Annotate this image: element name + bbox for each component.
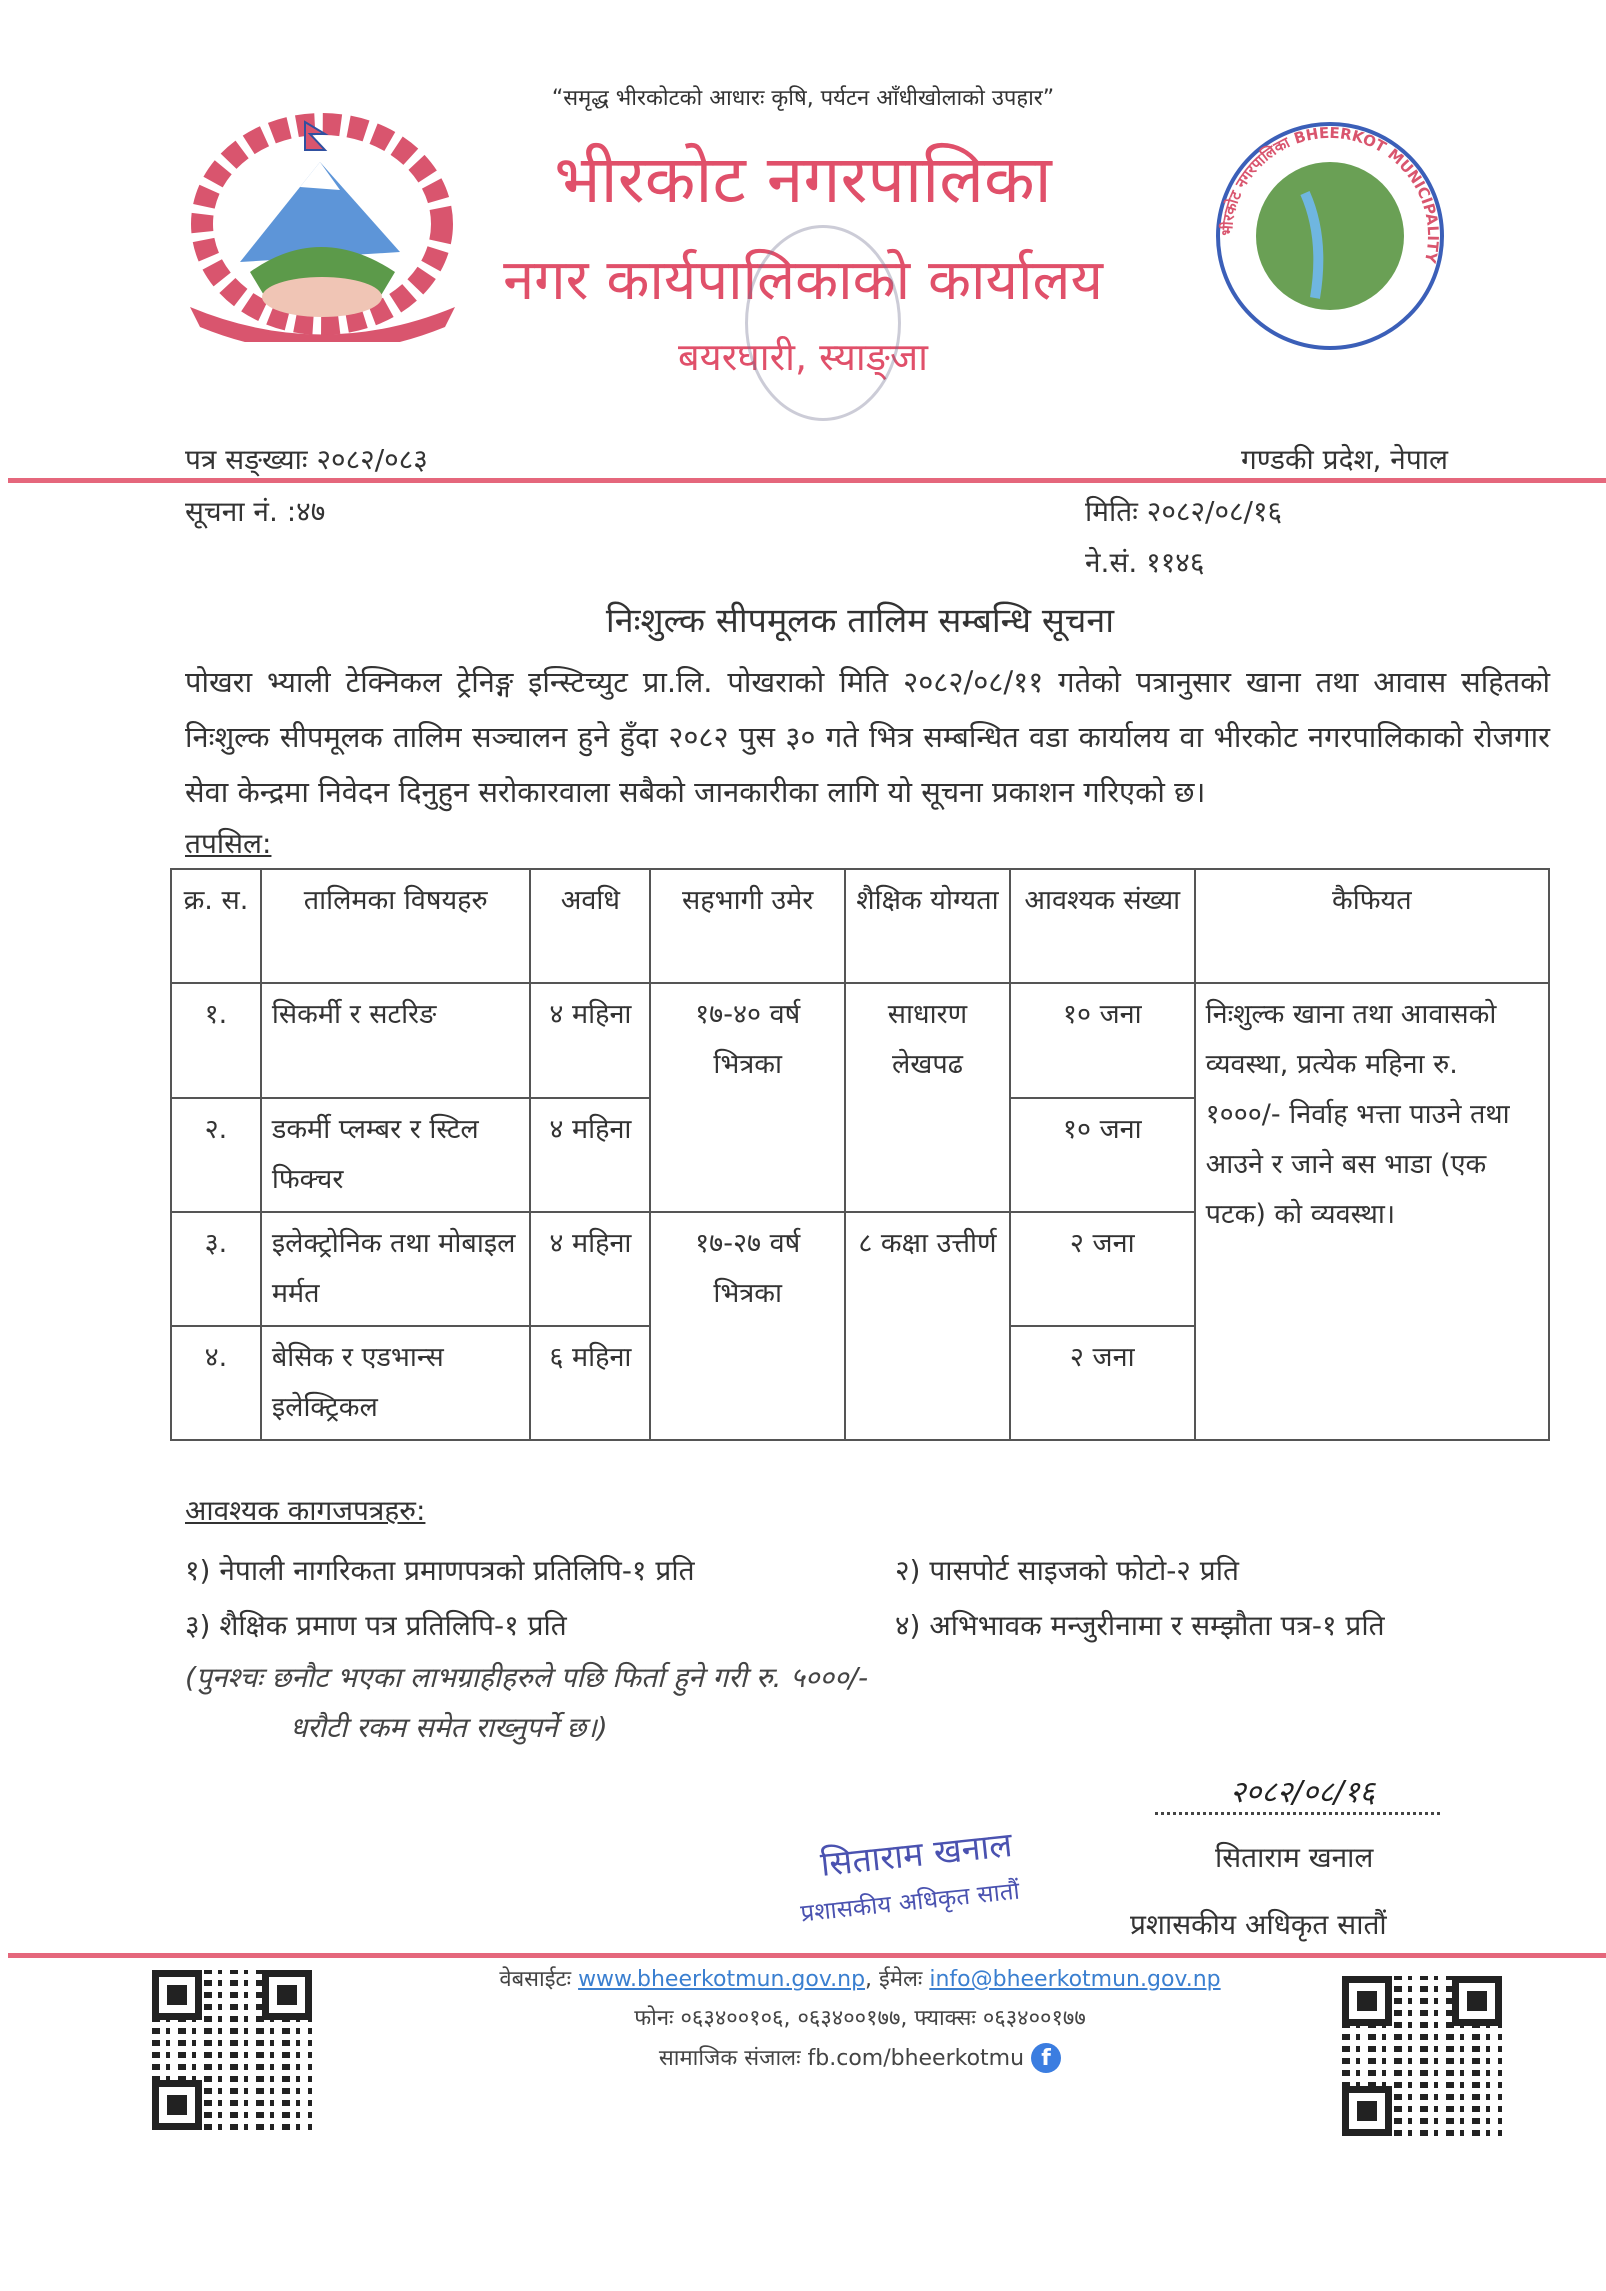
letter-number: पत्र सङ्ख्याः २०८२/०८३	[185, 443, 428, 476]
header-subject: तालिमका विषयहरु	[261, 869, 531, 983]
document-item: ४) अभिभावक मन्जुरीनामा र सम्झौता पत्र-१ प्रति	[895, 1609, 1385, 1642]
date: मितिः २०८२/०८/१६	[1085, 495, 1283, 528]
cell-count: १० जना	[1010, 1098, 1195, 1212]
qr-code	[1342, 1976, 1502, 2136]
cell-sn: २.	[171, 1098, 261, 1212]
cell-count: १० जना	[1010, 983, 1195, 1098]
deposit-note-line1: (पुनश्चः छनौट भएका लाभग्राहीहरुले पछि फिर्ता हुने गरी रु. ५०००/-	[185, 1661, 869, 1694]
header-education: शैक्षिक योग्यता	[845, 869, 1010, 983]
cell-duration: ४ महिना	[530, 983, 650, 1098]
notice-number: सूचना नं. :४७	[185, 495, 326, 528]
cell-subject: सिकर्मी र सटरिङ	[261, 983, 531, 1098]
right-logo-text: भीरकोट नगरपालिका BHEERKOT MUNICIPALITY	[1217, 123, 1443, 265]
email-label: , ईमेलः	[865, 1967, 923, 1992]
header-remarks: कैफियत	[1195, 869, 1549, 983]
qr-code	[152, 1970, 312, 2130]
nepal-sambat: ने.सं. ११४६	[1085, 546, 1205, 579]
office-location: बयरघारी, स्याङ्जा	[677, 335, 929, 379]
cell-sn: ४.	[171, 1326, 261, 1440]
cell-duration: ४ महिना	[530, 1212, 650, 1326]
header-sn: क्र. स.	[171, 869, 261, 983]
cell-duration: ६ महिना	[530, 1326, 650, 1440]
signatory-designation: प्रशासकीय अधिकृत सातौं	[1130, 1908, 1387, 1941]
municipality-name: भीरकोट नगरपालिका	[554, 141, 1052, 218]
cell-age: १७-२७ वर्ष भित्रका	[650, 1212, 845, 1440]
cell-age: १७-४० वर्ष भित्रका	[650, 983, 845, 1212]
email-link[interactable]: info@bheerkotmun.gov.np	[929, 1967, 1221, 1992]
signature-line	[1155, 1812, 1440, 1815]
social-label: सामाजिक संजालः	[658, 2046, 801, 2071]
cell-education: साधारण लेखपढ	[845, 983, 1010, 1212]
cell-remarks: निःशुल्क खाना तथा आवासको व्यवस्था, प्रत्येक महिना रु. १०००/- निर्वाह भत्ता पाउने तथा आउने र जाने बस भाडा (एक पटक) को व्यवस्था।	[1195, 983, 1549, 1440]
social-link[interactable]: fb.com/bheerkotmu	[807, 2046, 1025, 2071]
signatory-name: सिताराम खनाल	[1215, 1841, 1374, 1874]
document-item: १) नेपाली नागरिकता प्रमाणपत्रको प्रतिलिपि-१ प्रति	[185, 1554, 695, 1587]
header-divider	[8, 478, 1606, 483]
cell-sn: १.	[171, 983, 261, 1098]
cell-subject: डकर्मी प्लम्बर र स्टिल फिक्चर	[261, 1098, 531, 1212]
cell-education: ८ कक्षा उत्तीर्ण	[845, 1212, 1010, 1440]
header-age: सहभागी उमेर	[650, 869, 845, 983]
header-count: आवश्यक संख्या	[1010, 869, 1195, 983]
notice-body: पोखरा भ्याली टेक्निकल ट्रेनिङ्ग इन्स्टिच्युट प्रा.लि. पोखराको मिति २०८२/०८/११ गतेको पत्रानुसार खाना तथा आवास सहितको निःशुल्क सीपमूलक तालिम सञ्चालन हुने हुँदा २०८२ पुस ३० गते भित्र सम्बन्धित वडा कार्यालय वा भीरकोट नगरपालिकाको रोजगार सेवा केन्द्रमा निवेदन दिनुहुन सरोकारवाला सबैको जानकारीका लागि यो सूचना प्रकाशन गरिएको छ।	[185, 665, 1550, 809]
document-item: २) पासपोर्ट साइजको फोटो-२ प्रति	[895, 1554, 1239, 1587]
document-item: ३) शैक्षिक प्रमाण पत्र प्रतिलिपि-१ प्रति	[185, 1609, 567, 1642]
office-name: नगर कार्यपालिकाको कार्यालय	[503, 248, 1103, 313]
cell-count: २ जना	[1010, 1326, 1195, 1440]
designation-stamp: प्रशासकीय अधिकृत सातौं	[799, 1876, 1021, 1928]
deposit-note-line2: धरौटी रकम समेत राख्नुपर्ने छ।)	[290, 1711, 608, 1744]
handwritten-signature-date: २०८२/०८/१६	[1230, 1775, 1376, 1810]
website-link[interactable]: www.bheerkotmun.gov.np	[578, 1967, 866, 1992]
documents-list	[185, 1543, 1550, 1653]
website-label: वेबसाईटः	[499, 1967, 572, 1992]
table-row	[171, 983, 1549, 1098]
cell-subject: इलेक्ट्रोनिक तथा मोबाइल मर्मत	[261, 1212, 531, 1326]
training-table	[170, 868, 1550, 1441]
notice-title: निःशुल्क सीपमूलक तालिम सम्बन्धि सूचना	[605, 601, 1115, 641]
phone-line: फोनः ०६३४००१०६, ०६३४००१७७, फ्याक्सः ०६३४००१७७	[634, 2006, 1086, 2031]
header-duration: अवधि	[530, 869, 650, 983]
cell-count: २ जना	[1010, 1212, 1195, 1326]
cell-subject: बेसिक र एडभान्स इलेक्ट्रिकल	[261, 1326, 531, 1440]
name-stamp: सिताराम खनाल	[818, 1825, 1015, 1885]
motto: “समृद्ध भीरकोटको आधारः कृषि, पर्यटन आँधीखोलाको उपहार”	[551, 86, 1055, 111]
notice-content	[185, 655, 1550, 1753]
office-seal	[745, 225, 901, 421]
cell-sn: ३.	[171, 1212, 261, 1326]
table-header-row	[171, 869, 1549, 983]
facebook-icon: f	[1031, 2043, 1061, 2073]
province: गण्डकी प्रदेश, नेपाल	[1240, 443, 1448, 476]
footer-divider	[8, 1953, 1606, 1958]
cell-duration: ४ महिना	[530, 1098, 650, 1212]
documents-heading: आवश्यक कागजपत्रहरु:	[185, 1494, 426, 1527]
bheerkot-municipality-logo	[1210, 118, 1450, 358]
details-label: तपसिल:	[185, 827, 272, 860]
